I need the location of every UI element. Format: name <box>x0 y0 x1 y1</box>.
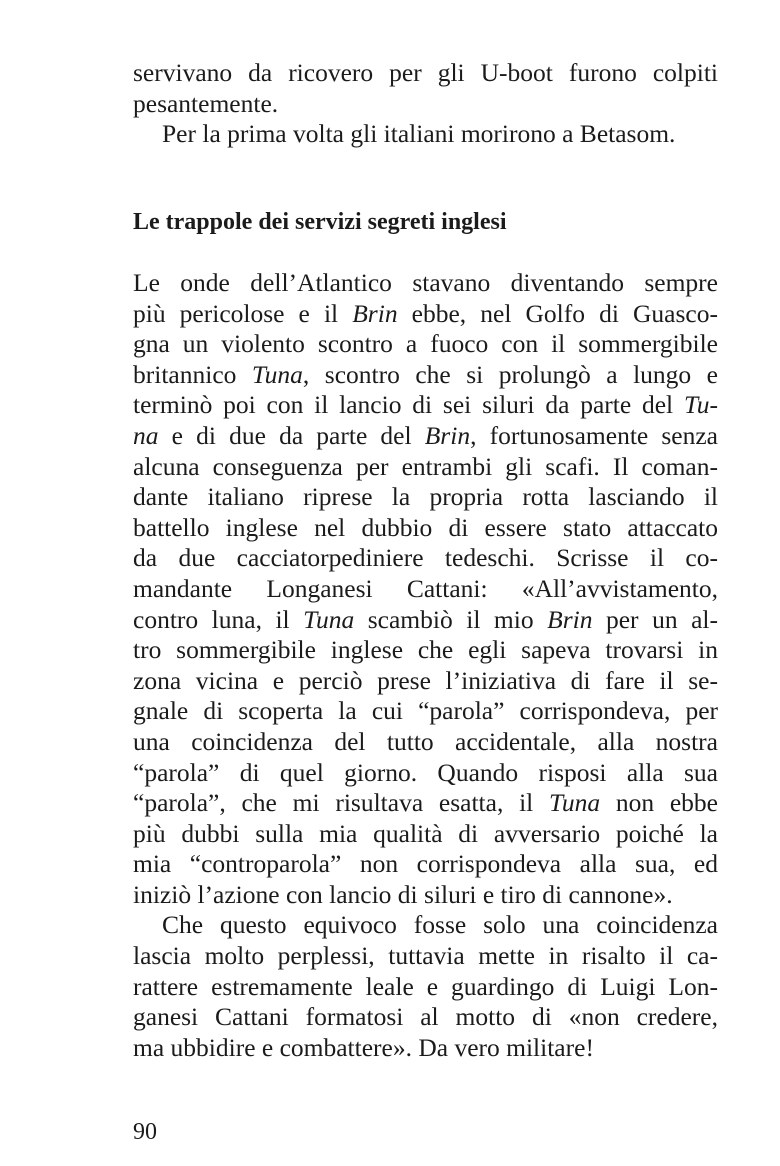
text-line: più dubbi sulla mia qualità di avversario poiché la <box>133 818 718 848</box>
text-line: mandante Longanesi Cattani: «All’avvistamento, <box>133 573 718 603</box>
text-line: da due cacciatorpediniere tedeschi. Scrisse il co- <box>133 543 718 573</box>
text-line: dante italiano riprese la propria rotta lasciando il <box>133 482 718 512</box>
text-line: gna un violento scontro a fuoco con il sommergibile <box>133 329 718 359</box>
text-line: più pericolose e il Brin ebbe, nel Golfo di Guasco- <box>133 298 718 328</box>
top-paragraph <box>133 58 718 150</box>
text-line: terminò poi con il lancio di sei siluri da parte del Tu- <box>133 390 718 420</box>
text-line: “parola”, che mi risultava esatta, il Tuna non ebbe <box>133 788 718 818</box>
page-number: 90 <box>133 1119 157 1145</box>
text-line: zona vicina e perciò prese l’iniziativa di fare il se- <box>133 665 718 695</box>
text-line: alcuna conseguenza per entrambi gli scafi. Il coman- <box>133 451 718 481</box>
text-line: Le onde dell’Atlantico stavano diventando sempre <box>133 268 718 297</box>
text-line: tro sommergibile inglese che egli sapeva trovarsi in <box>133 635 718 665</box>
text-line: servivano da ricovero per gli U-boot furono colpiti <box>133 58 718 87</box>
section-heading: Le trappole dei servizi segreti inglesi <box>133 209 507 235</box>
text-line: mia “controparola” non corrispondeva alla sua, ed <box>133 849 718 879</box>
text-line: battello inglese nel dubbio di essere stato attaccato <box>133 512 718 542</box>
text-line: na e di due da parte del Brin, fortunosamente senza <box>133 420 719 450</box>
text-line: rattere estremamente leale e guardingo di Luigi Lon- <box>133 971 718 1001</box>
text-line: Per la prima volta gli italiani morirono a Betasom. <box>162 119 676 149</box>
text-line: lascia molto perplessi, tuttavia mette in risalto il ca- <box>133 941 718 971</box>
text-line: Che questo equivoco fosse solo una coincidenza <box>162 910 718 940</box>
text-line: iniziò l’azione con lancio di siluri e tiro di cannone». <box>133 879 673 909</box>
text-line: una coincidenza del tutto accidentale, alla nostra <box>133 726 718 756</box>
text-line: ma ubbidire e combattere». Da vero militare! <box>133 1032 594 1062</box>
text-line: pesantemente. <box>133 88 279 118</box>
text-line: “parola” di quel giorno. Quando risposi alla sua <box>133 757 718 787</box>
paragraph-1 <box>133 268 718 1063</box>
text-line: ganesi Cattani formatosi al motto di «non credere, <box>133 1002 718 1032</box>
text-line: britannico Tuna, scontro che si prolungò a lungo e <box>133 359 718 389</box>
text-line: gnale di scoperta la cui “parola” corrispondeva, per <box>133 696 718 726</box>
text-line: contro luna, il Tuna scambiò il mio Brin per un al- <box>133 604 718 634</box>
